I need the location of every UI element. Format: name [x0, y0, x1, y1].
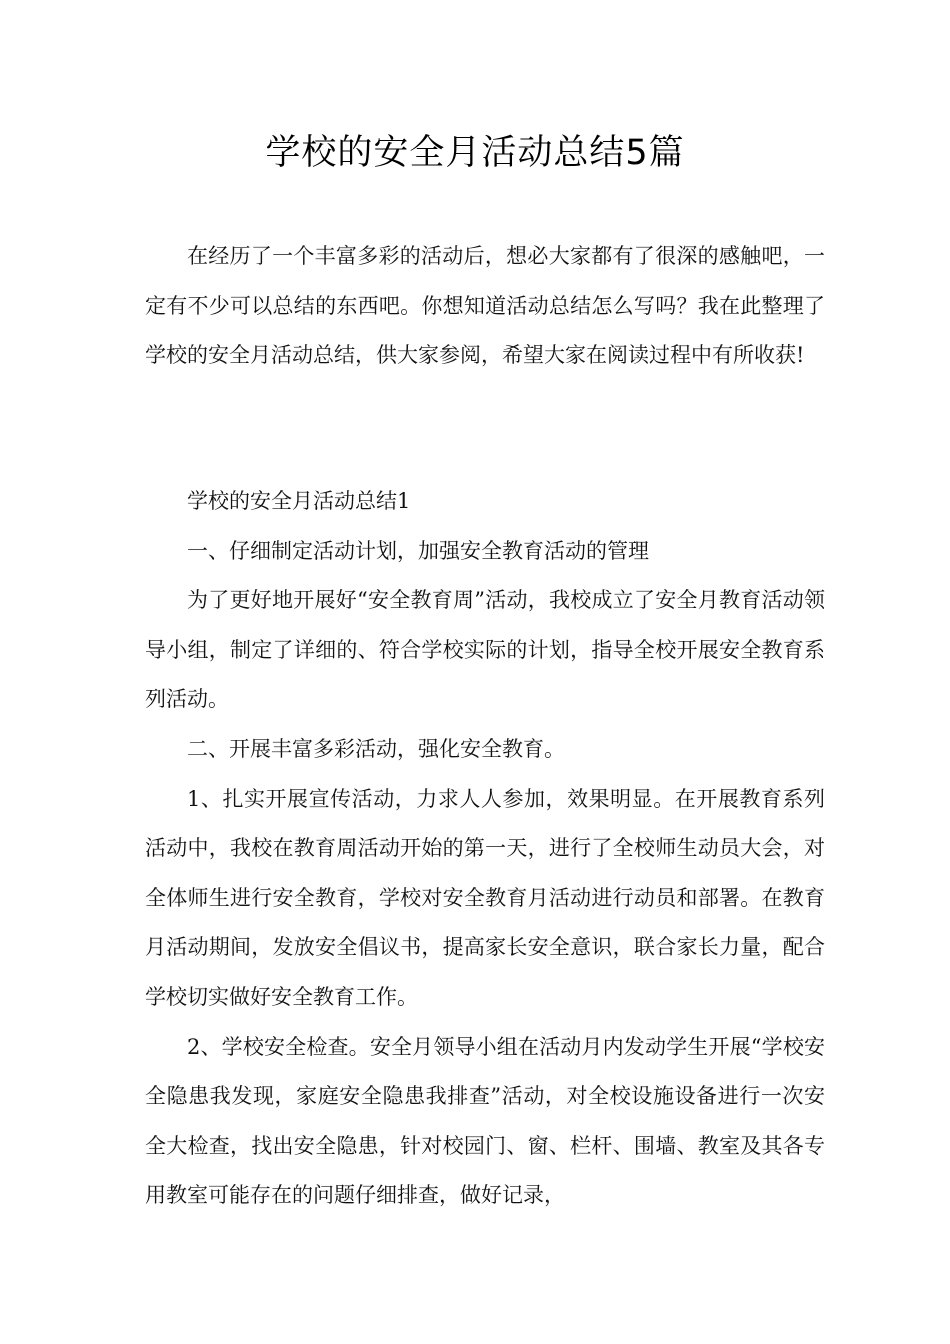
main-section [145, 477, 825, 1221]
section-heading: 学校的安全月活动总结1 [187, 489, 411, 513]
paragraph-1: 为了更好地开展好“安全教育周”活动，我校成立了安全月教育活动领导小组，制定了详细的、符合学校实际的计划，指导全校开展安全教育系列活动。 [145, 588, 825, 712]
intro-section [145, 232, 825, 381]
document-title: 学校的安全月活动总结5篇 [265, 133, 685, 173]
paragraph-2: 1、扎实开展宣传活动，力求人人参加，效果明显。在开展教育系列活动中，我校在教育周活动开始的第一天，进行了全校师生动员大会，对全体师生进行安全教育，学校对安全教育月活动进行动员和部署。在教育月活动期间，发放安全倡议书，提高家长安全意识，联合家长力量，配合学校切实做好安全教育工作。 [145, 786, 825, 1009]
intro-paragraph: 在经历了一个丰富多彩的活动后，想必大家都有了很深的感触吧，一定有不少可以总结的东西吧。你想知道活动总结怎么写吗？我在此整理了学校的安全月活动总结，供大家参阅，希望大家在阅读过程中有所收获! [145, 244, 825, 368]
paragraph-3: 2、学校安全检查。安全月领导小组在活动月内发动学生开展“学校安全隐患我发现，家庭安全隐患我排查”活动，对全校设施设备进行一次安全大检查，找出安全隐患，针对校园门、窗、栏杆、围墙、教室及其各专用教室可能存在的问题仔细排查，做好记录， [145, 1034, 825, 1208]
subheading-2: 二、开展丰富多彩活动，强化安全教育。 [187, 736, 565, 761]
subheading-1: 一、仔细制定活动计划，加强安全教育活动的管理 [187, 538, 649, 563]
